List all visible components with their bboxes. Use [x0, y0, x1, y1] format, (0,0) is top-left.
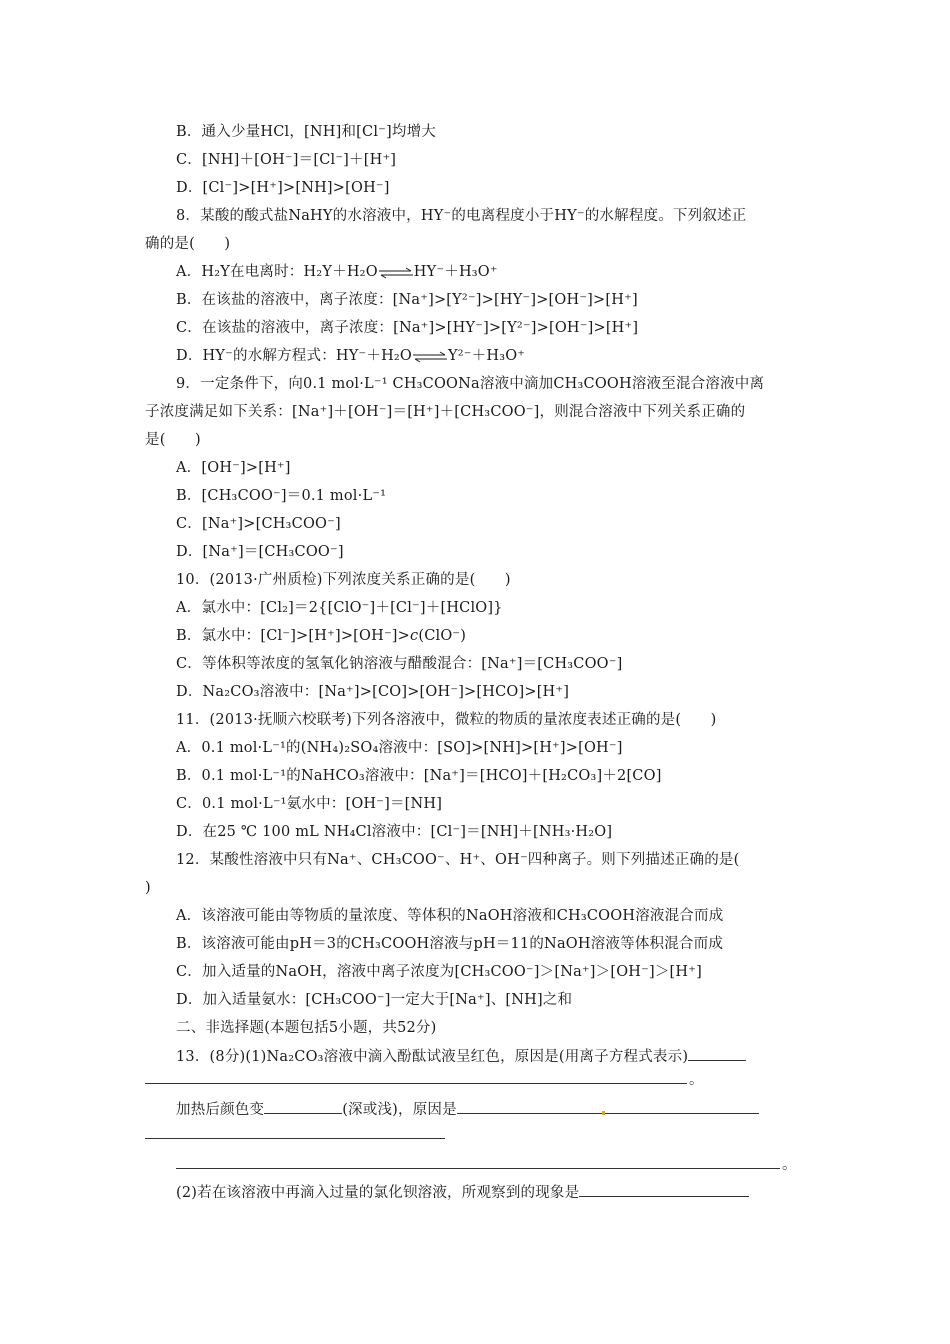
equilibrium-arrow-icon: [412, 350, 448, 363]
q10-option-b-c: c: [410, 628, 419, 644]
q11-option-a: A．0.1 mol·L⁻¹的(NH₄)₂SO₄溶液中：[SO]>[NH]>[H⁺]>[OH⁻]: [176, 740, 623, 756]
q10-option-b-left: B．氯水中：[Cl⁻]>[H⁺]>[OH⁻]>: [176, 628, 411, 644]
q13-period-1: 。: [689, 1072, 704, 1088]
q8-stem-line1: 8．某酸的酸式盐NaHY的水溶液中，HY⁻的电离程度小于HY⁻的水解程度。下列叙述正: [176, 208, 747, 224]
q7-option-c: C．[NH]＋[OH⁻]＝[Cl⁻]＋[H⁺]: [176, 152, 397, 168]
q9-stem-line2: 子浓度满足如下关系：[Na⁺]＋[OH⁻]＝[H⁺]＋[CH₃COO⁻]，则混合溶液中下列关系正确的: [145, 404, 746, 420]
answer-blank[interactable]: [579, 1182, 749, 1197]
answer-blank[interactable]: [264, 1099, 342, 1114]
q11-option-c: C．0.1 mol·L⁻¹氨水中：[OH⁻]＝[NH]: [176, 796, 443, 812]
q8-option-a: [176, 262, 498, 283]
q12-option-d: D．加入适量氨水：[CH₃COO⁻]一定大于[Na⁺]、[NH]之和: [176, 992, 573, 1008]
q13-part2-text: (2)若在该溶液中再滴入过量的氯化钡溶液，所观察到的现象是: [176, 1185, 580, 1201]
section-heading: 二、非选择题(本题包括5小题，共52分): [176, 1020, 437, 1036]
q9-option-d: D．[Na⁺]＝[CH₃COO⁻]: [176, 544, 344, 560]
q9-option-a: A．[OH⁻]>[H⁺]: [176, 460, 291, 476]
q13-reason-text: (深或浅)，原因是: [342, 1102, 457, 1118]
q9-option-b: B．[CH₃COO⁻]＝0.1 mol·L⁻¹: [176, 488, 387, 504]
answer-blank[interactable]: [145, 1083, 687, 1084]
q13-part2-line: [176, 1182, 749, 1203]
highlight-mark: [602, 1111, 605, 1115]
answer-blank[interactable]: [145, 1138, 445, 1139]
q8-option-b: B．在该盐的溶液中，离子浓度：[Na⁺]>[Y²⁻]>[HY⁻]>[OH⁻]>[H⁺]: [176, 292, 638, 308]
answer-blank[interactable]: [688, 1046, 746, 1061]
q10-option-a: A．氯水中：[Cl₂]＝2{[ClO⁻]＋[Cl⁻]＋[HClO]}: [176, 600, 503, 616]
q12-option-b: B．该溶液可能由pH＝3的CH₃COOH溶液与pH＝11的NaOH溶液等体积混合而成: [176, 936, 724, 952]
q10-option-d: D．Na₂CO₃溶液中：[Na⁺]>[CO]>[OH⁻]>[HCO]>[H⁺]: [176, 684, 570, 700]
q8-stem-line2: 确的是( ): [145, 236, 231, 252]
q9-stem-line1: 9．一定条件下，向0.1 mol·L⁻¹ CH₃COONa溶液中滴加CH₃COOH溶液至混合溶液中离: [176, 376, 765, 392]
q13-heat-line: [176, 1099, 759, 1120]
q8-option-d-left: D．HY⁻的水解方程式：HY⁻＋H₂O: [176, 348, 413, 364]
q8-option-c: C．在该盐的溶液中，离子浓度：[Na⁺]>[HY⁻]>[Y²⁻]>[OH⁻]>[H⁺]: [176, 320, 639, 336]
q13-heat-text: 加热后颜色变: [176, 1102, 265, 1118]
q12-option-c: C．加入适量的NaOH，溶液中离子浓度为[CH₃COO⁻]＞[Na⁺]＞[OH⁻]＞[H⁺]: [176, 964, 702, 980]
q12-stem-line1: 12．某酸性溶液中只有Na⁺、CH₃COO⁻、H⁺、OH⁻四种离子。则下列描述正确的是(: [176, 852, 740, 868]
q7-option-d: D．[Cl⁻]>[H⁺]>[NH]>[OH⁻]: [176, 180, 390, 196]
q10-option-b: [176, 626, 466, 646]
q13-period-2: 。: [782, 1157, 797, 1173]
q12-option-a: A．该溶液可能由等物质的量浓度、等体积的NaOH溶液和CH₃COOH溶液混合而成: [176, 908, 724, 924]
q9-stem-line3: 是( ): [145, 432, 201, 448]
q11-option-d: D．在25 ℃ 100 mL NH₄Cl溶液中：[Cl⁻]＝[NH]＋[NH₃·H₂O]: [176, 824, 613, 840]
q8-option-a-right: HY⁻＋H₃O⁺: [413, 264, 498, 280]
q8-option-d-right: Y²⁻＋H₃O⁺: [448, 348, 526, 364]
q10-option-b-right: (ClO⁻): [418, 628, 467, 644]
q12-stem-line2: ): [145, 880, 151, 896]
q10-option-c: C．等体积等浓度的氢氧化钠溶液与醋酸混合：[Na⁺]＝[CH₃COO⁻]: [176, 656, 623, 672]
answer-blank[interactable]: [176, 1168, 780, 1169]
q10-stem: 10．(2013·广州质检)下列浓度关系正确的是( ): [176, 572, 511, 588]
equilibrium-arrow-icon: [378, 266, 414, 279]
q7-option-b: B．通入少量HCl，[NH]和[Cl⁻]均增大: [176, 124, 436, 140]
q9-option-c: C．[Na⁺]>[CH₃COO⁻]: [176, 516, 341, 532]
q13-part1-text: 13．(8分)(1)Na₂CO₃溶液中滴入酚酞试液呈红色，原因是(用离子方程式表示): [176, 1049, 689, 1065]
answer-blank[interactable]: [457, 1099, 759, 1114]
q11-stem: 11．(2013·抚顺六校联考)下列各溶液中，微粒的物质的量浓度表述正确的是( ): [176, 712, 717, 728]
q8-option-d: [176, 346, 525, 367]
q8-option-a-left: A．H₂Y在电离时：H₂Y＋H₂O: [176, 264, 378, 280]
q11-option-b: B．0.1 mol·L⁻¹的NaHCO₃溶液中：[Na⁺]＝[HCO]＋[H₂CO₃]＋2[CO]: [176, 768, 662, 784]
q13-part1-line: [176, 1046, 746, 1067]
